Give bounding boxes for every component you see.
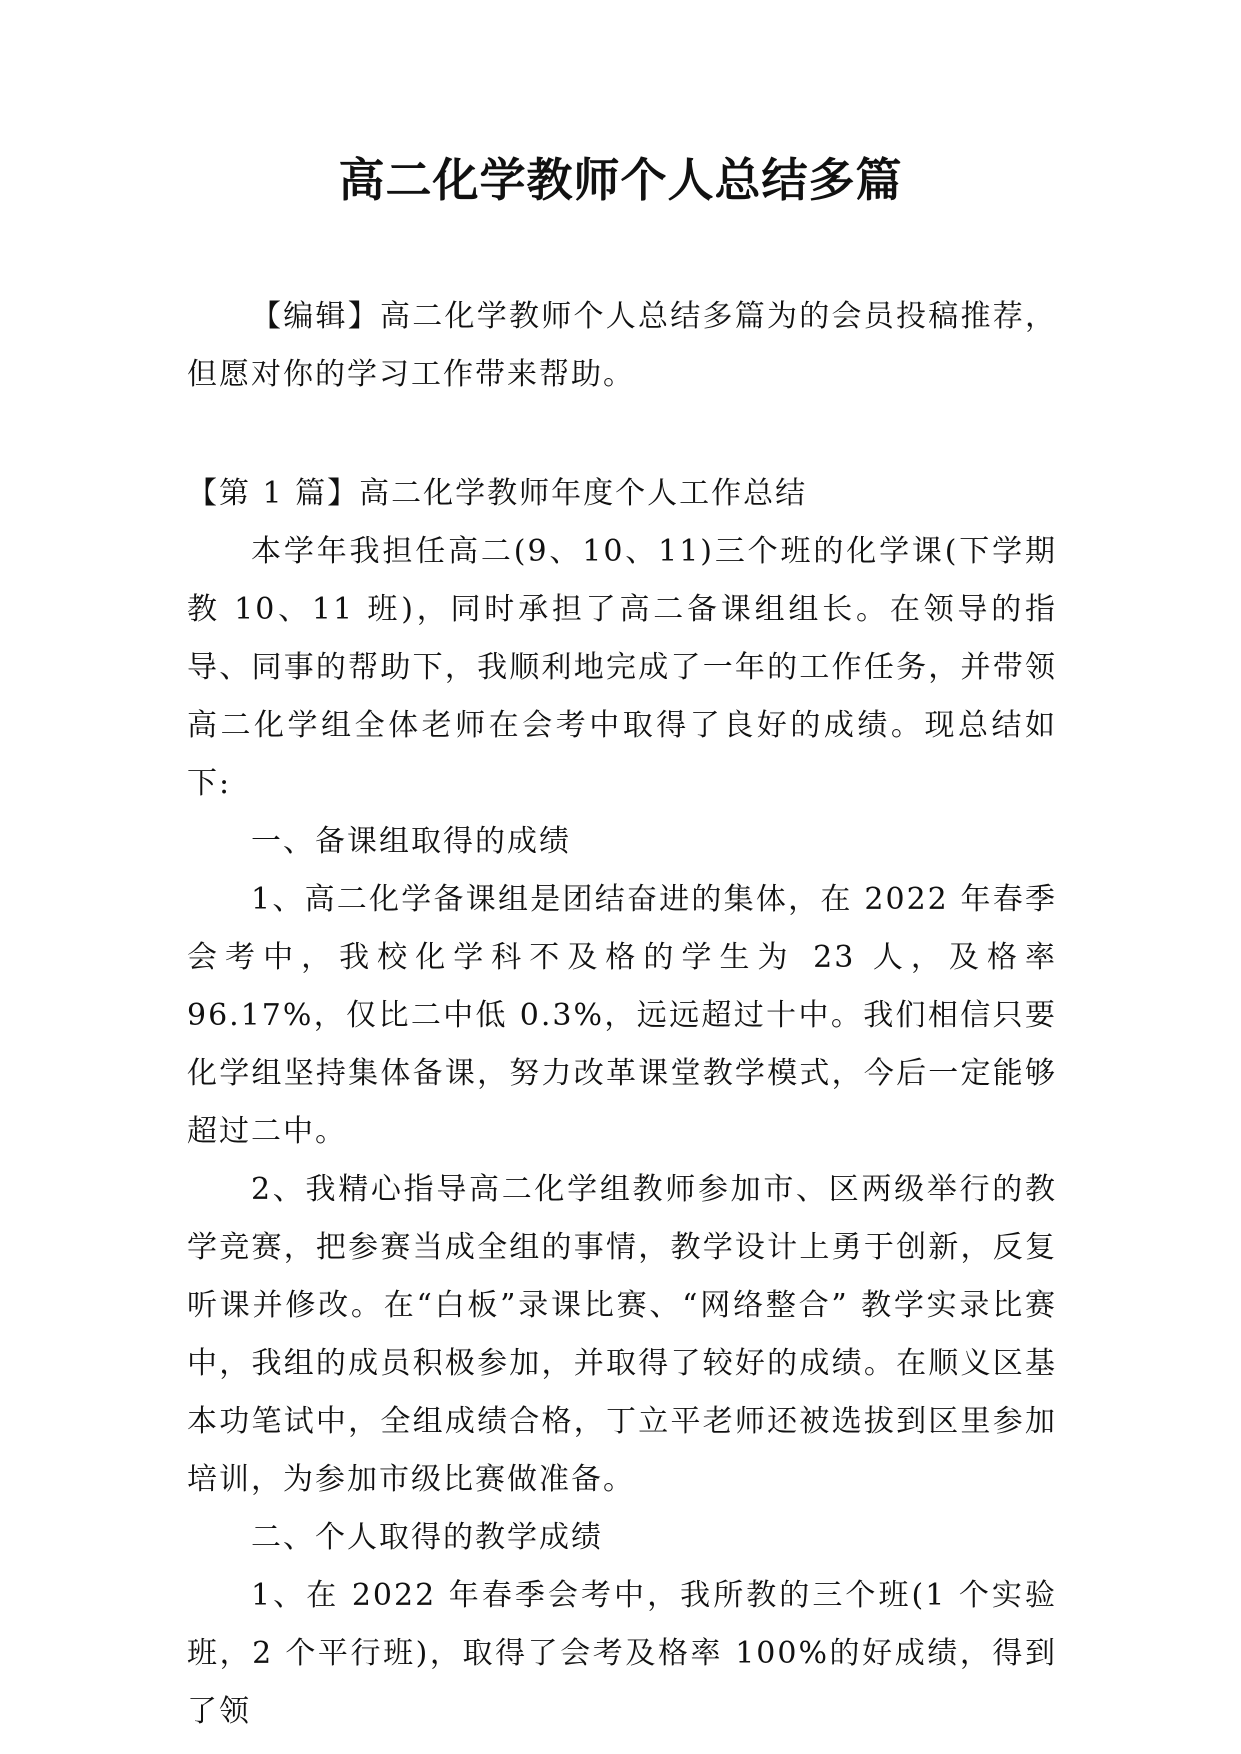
subheading: 二、个人取得的教学成绩 [251,1520,603,1555]
document-title: 高二化学教师个人总结多篇 [338,153,903,207]
document-body [187,465,1057,1741]
editor-intro: 【编辑】高二化学教师个人总结多篇为的会员投稿推荐，但愿对你的学习工作带来帮助。 [187,299,1057,392]
paragraph: 1、高二化学备课组是团结奋进的集体，在 2022 年春季会考中，我校化学科不及格的学生为 23 人，及格率 96.17%，仅比二中低 0.3%，远远超过十中。我们相信只要化学组坚持集体备课，努力改革课堂教学模式，今后一定能够超过二中。 [187,882,1057,1149]
paragraph: 2、我精心指导高二化学组教师参加市、区两级举行的教学竞赛，把参赛当成全组的事情，教学设计上勇于创新，反复听课并修改。在“白板”录课比赛、“网络整合” 教学实录比赛中，我组的成员积极参加，并取得了较好的成绩。在顺义区基本功笔试中，全组成绩合格，丁立平老师还被选拔到区里参加培训，为参加市级比赛做准备。 [187,1172,1057,1497]
paragraph: 本学年我担任高二(9、10、11)三个班的化学课(下学期教 10、11 班)，同时承担了高二备课组组长。在领导的指导、同事的帮助下，我顺利地完成了一年的工作任务，并带领高二化学组全体老师在会考中取得了良好的成绩。现总结如下: [187,534,1057,801]
section-heading: 【第 1 篇】高二化学教师年度个人工作总结 [187,476,808,511]
paragraph: 1、在 2022 年春季会考中，我所教的三个班(1 个实验班，2 个平行班)，取得了会考及格率 100%的好成绩，得到了领 [187,1578,1057,1729]
subheading: 一、备课组取得的成绩 [251,824,571,859]
